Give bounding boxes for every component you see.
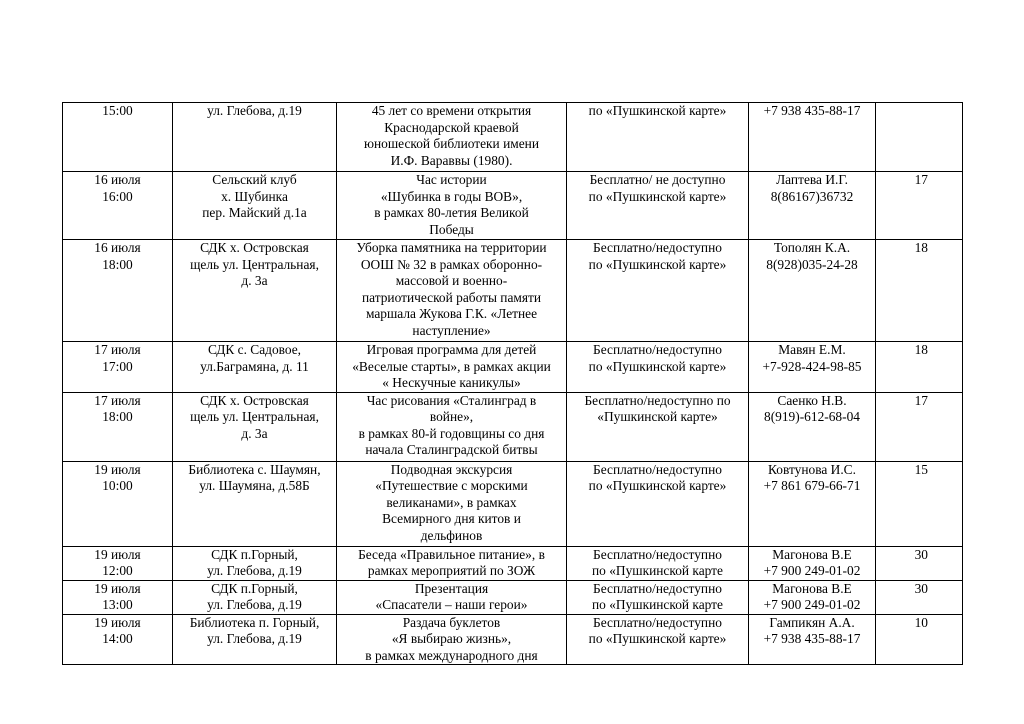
event-cell: Беседа «Правильное питание», в рамках мероприятий по ЗОЖ: [337, 546, 567, 580]
event-cell: Раздача буклетов «Я выбираю жизнь», в рамках международного дня: [337, 614, 567, 665]
place-cell: СДК х. Островская щель ул. Центральная, д. 3а: [173, 240, 337, 342]
count-cell: 17: [876, 172, 963, 240]
count-cell: 18: [876, 342, 963, 393]
contact-cell: +7 938 435-88-17: [749, 103, 876, 172]
access-cell: по «Пушкинской карте»: [567, 103, 749, 172]
access-cell: Бесплатно/недоступно по «Пушкинской карте»: [567, 342, 749, 393]
date-cell: 15:00: [63, 103, 173, 172]
access-cell: Бесплатно/недоступно по «Пушкинской карте»: [567, 392, 749, 461]
event-cell: Презентация «Спасатели – наши герои»: [337, 580, 567, 614]
event-cell: Час истории «Шубинка в годы ВОВ», в рамках 80-летия Великой Победы: [337, 172, 567, 240]
count-cell: 17: [876, 392, 963, 461]
date-cell: 19 июля 14:00: [63, 614, 173, 665]
count-cell: 30: [876, 580, 963, 614]
table-row: [63, 580, 963, 614]
events-table-body: [63, 103, 963, 665]
table-row: [63, 103, 963, 172]
place-cell: ул. Глебова, д.19: [173, 103, 337, 172]
place-cell: СДК с. Садовое, ул.Баграмяна, д. 11: [173, 342, 337, 393]
contact-cell: Мавян Е.М. +7-928-424-98-85: [749, 342, 876, 393]
table-row: [63, 546, 963, 580]
contact-cell: Лаптева И.Г. 8(86167)36732: [749, 172, 876, 240]
date-cell: 19 июля 10:00: [63, 461, 173, 546]
contact-cell: Магонова В.Е +7 900 249-01-02: [749, 546, 876, 580]
date-cell: 16 июля 18:00: [63, 240, 173, 342]
place-cell: СДК п.Горный, ул. Глебова, д.19: [173, 580, 337, 614]
access-cell: Бесплатно/недоступно по «Пушкинской карте»: [567, 461, 749, 546]
event-cell: 45 лет со времени открытия Краснодарской краевой юношеской библиотеки имени И.Ф. Вараввы (1980).: [337, 103, 567, 172]
date-cell: 17 июля 17:00: [63, 342, 173, 393]
access-cell: Бесплатно/ не доступно по «Пушкинской карте»: [567, 172, 749, 240]
date-cell: 19 июля 13:00: [63, 580, 173, 614]
date-cell: 17 июля 18:00: [63, 392, 173, 461]
access-cell: Бесплатно/недоступно по «Пушкинской карте: [567, 580, 749, 614]
event-cell: Подводная экскурсия «Путешествие с морскими великанами», в рамках Всемирного дня китов и дельфинов: [337, 461, 567, 546]
events-table: [62, 102, 963, 665]
table-row: [63, 461, 963, 546]
access-cell: Бесплатно/недоступно по «Пушкинской карте»: [567, 614, 749, 665]
contact-cell: Ковтунова И.С. +7 861 679-66-71: [749, 461, 876, 546]
count-cell: 15: [876, 461, 963, 546]
contact-cell: Саенко Н.В. 8(919)-612-68-04: [749, 392, 876, 461]
contact-cell: Гампикян А.А. +7 938 435-88-17: [749, 614, 876, 665]
count-cell: [876, 103, 963, 172]
place-cell: СДК п.Горный, ул. Глебова, д.19: [173, 546, 337, 580]
table-row: [63, 240, 963, 342]
event-cell: Уборка памятника на территории ООШ № 32 в рамках оборонно- массовой и военно- патриотической работы памяти маршала Жукова Г.К. «Летнее наступление»: [337, 240, 567, 342]
access-cell: Бесплатно/недоступно по «Пушкинской карте»: [567, 240, 749, 342]
date-cell: 19 июля 12:00: [63, 546, 173, 580]
place-cell: Библиотека п. Горный, ул. Глебова, д.19: [173, 614, 337, 665]
count-cell: 30: [876, 546, 963, 580]
count-cell: 10: [876, 614, 963, 665]
count-cell: 18: [876, 240, 963, 342]
place-cell: Сельский клуб х. Шубинка пер. Майский д.1а: [173, 172, 337, 240]
table-row: [63, 392, 963, 461]
contact-cell: Магонова В.Е +7 900 249-01-02: [749, 580, 876, 614]
date-cell: 16 июля 16:00: [63, 172, 173, 240]
place-cell: Библиотека с. Шаумян, ул. Шаумяна, д.58Б: [173, 461, 337, 546]
access-cell: Бесплатно/недоступно по «Пушкинской карте: [567, 546, 749, 580]
place-cell: СДК х. Островская щель ул. Центральная, д. 3а: [173, 392, 337, 461]
table-row: [63, 614, 963, 665]
table-row: [63, 342, 963, 393]
contact-cell: Тополян К.А. 8(928)035-24-28: [749, 240, 876, 342]
event-cell: Час рисования «Сталинград в войне», в рамках 80-й годовщины со дня начала Сталинградской битвы: [337, 392, 567, 461]
event-cell: Игровая программа для детей «Веселые старты», в рамках акции « Нескучные каникулы»: [337, 342, 567, 393]
table-row: [63, 172, 963, 240]
